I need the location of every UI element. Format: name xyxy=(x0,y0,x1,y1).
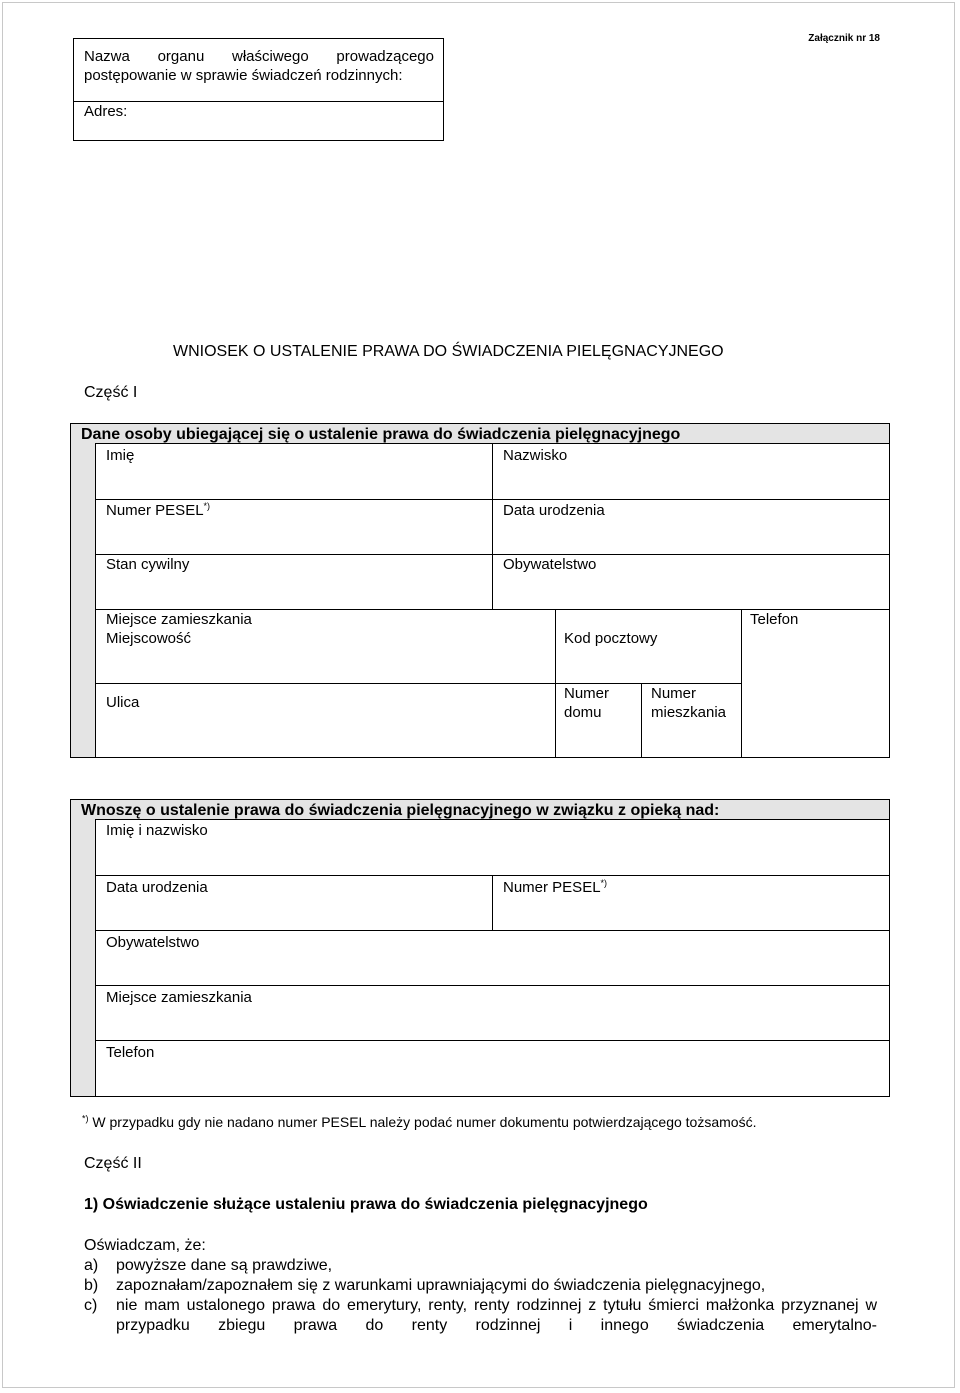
part-2-label: Część II xyxy=(84,1155,142,1172)
first-name-label: Imię xyxy=(106,447,135,464)
care-phone-label: Telefon xyxy=(106,1044,155,1061)
phone-label: Telefon xyxy=(750,611,799,628)
birth-date-label: Data urodzenia xyxy=(503,502,605,519)
postal-code-field[interactable] xyxy=(555,609,742,684)
pesel-field[interactable] xyxy=(95,499,493,555)
citizenship-field[interactable] xyxy=(492,554,890,610)
house-number-field[interactable] xyxy=(555,683,642,758)
first-name-field[interactable] xyxy=(95,443,493,500)
list-item xyxy=(84,1296,877,1336)
care-birth-date-field[interactable] xyxy=(95,875,493,931)
list-item-marker: b) xyxy=(84,1277,99,1294)
citizenship-label: Obywatelstwo xyxy=(503,556,597,573)
document-title: WNIOSEK O USTALENIE PRAWA DO ŚWIADCZENIA PIELĘGNACYJNEGO xyxy=(173,343,724,360)
marital-status-field[interactable] xyxy=(95,554,493,610)
declaration-title: 1) Oświadczenie służące ustaleniu prawa do świadczenia pielęgnacyjnego xyxy=(84,1196,648,1213)
footnote-mark: *) xyxy=(82,1113,89,1124)
residence-label: Miejsce zamieszkania xyxy=(106,611,252,628)
last-name-label: Nazwisko xyxy=(503,447,568,464)
applicant-section xyxy=(70,423,890,758)
authority-name-line2: postępowanie w sprawie świadczeń rodzinnych: xyxy=(84,67,403,84)
phone-field[interactable] xyxy=(741,609,890,758)
footnote-text: W przypadku gdy nie nadano numer PESEL należy podać numer dokumentu potwierdzającego tożsamość. xyxy=(92,1114,757,1130)
list-item-marker: a) xyxy=(84,1257,99,1274)
house-number-label-line2: domu xyxy=(564,704,602,721)
pesel-label-text: Numer PESEL xyxy=(106,502,204,519)
authority-name-label xyxy=(84,47,434,85)
list-item-text: powyższe dane są prawdziwe, xyxy=(116,1257,333,1274)
applicant-section-heading: Dane osoby ubiegającej się o ustalenie prawa do świadczenia pielęgnacyjnego xyxy=(81,426,681,443)
care-residence-field[interactable] xyxy=(95,985,890,1041)
care-pesel-label-text: Numer PESEL xyxy=(503,879,601,896)
declaration-list xyxy=(84,1256,877,1336)
list-item-marker: c) xyxy=(84,1297,98,1314)
city-field[interactable] xyxy=(95,609,556,684)
part-1-label: Część I xyxy=(84,384,138,401)
marital-status-label: Stan cywilny xyxy=(106,556,190,573)
flat-number-field[interactable] xyxy=(641,683,742,758)
care-birth-date-label: Data urodzenia xyxy=(106,879,208,896)
authority-name-line1: Nazwa organu właściwego prowadzącego xyxy=(84,48,434,65)
city-label: Miejscowość xyxy=(106,630,192,647)
street-label: Ulica xyxy=(106,694,140,711)
care-section-heading: Wnoszę o ustalenie prawa do świadczenia pielęgnacyjnego w związku z opieką nad: xyxy=(81,802,720,819)
last-name-field[interactable] xyxy=(492,443,890,500)
list-item xyxy=(84,1276,877,1296)
care-full-name-label: Imię i nazwisko xyxy=(106,822,208,839)
care-pesel-field[interactable] xyxy=(492,875,890,931)
care-full-name-field[interactable] xyxy=(95,819,890,876)
birth-date-field[interactable] xyxy=(492,499,890,555)
care-residence-label: Miejsce zamieszkania xyxy=(106,989,252,1006)
care-citizenship-label: Obywatelstwo xyxy=(106,934,200,951)
care-pesel-footnote-mark: *) xyxy=(600,878,608,888)
street-field[interactable] xyxy=(95,683,556,758)
postal-code-label: Kod pocztowy xyxy=(564,630,658,647)
care-phone-field[interactable] xyxy=(95,1040,890,1097)
authority-box[interactable] xyxy=(73,38,444,141)
pesel-label xyxy=(106,501,210,520)
list-item xyxy=(84,1256,877,1276)
flat-number-label-line2: mieszkania xyxy=(651,704,727,721)
care-citizenship-field[interactable] xyxy=(95,930,890,986)
annex-number: Załącznik nr 18 xyxy=(808,33,880,44)
pesel-footnote-mark: *) xyxy=(203,501,211,511)
list-item-text: nie mam ustalonego prawa do emerytury, renty, renty rodzinnej z tytułu śmierci małżonka przyznanej w przypadku zbiegu prawa do renty rodzinnej i innego świadczenia emerytalno- xyxy=(116,1297,877,1334)
house-number-label-line1: Numer xyxy=(564,685,610,702)
declaration-intro: Oświadczam, że: xyxy=(84,1237,206,1254)
flat-number-label-line1: Numer xyxy=(651,685,697,702)
list-item-text: zapoznałam/zapoznałem się z warunkami uprawniającymi do świadczenia pielęgnacyjnego, xyxy=(116,1277,766,1294)
care-section xyxy=(70,799,890,1097)
care-pesel-label xyxy=(503,878,607,897)
authority-separator xyxy=(74,101,443,102)
pesel-footnote xyxy=(82,1114,756,1130)
authority-address-label: Adres: xyxy=(84,103,128,120)
